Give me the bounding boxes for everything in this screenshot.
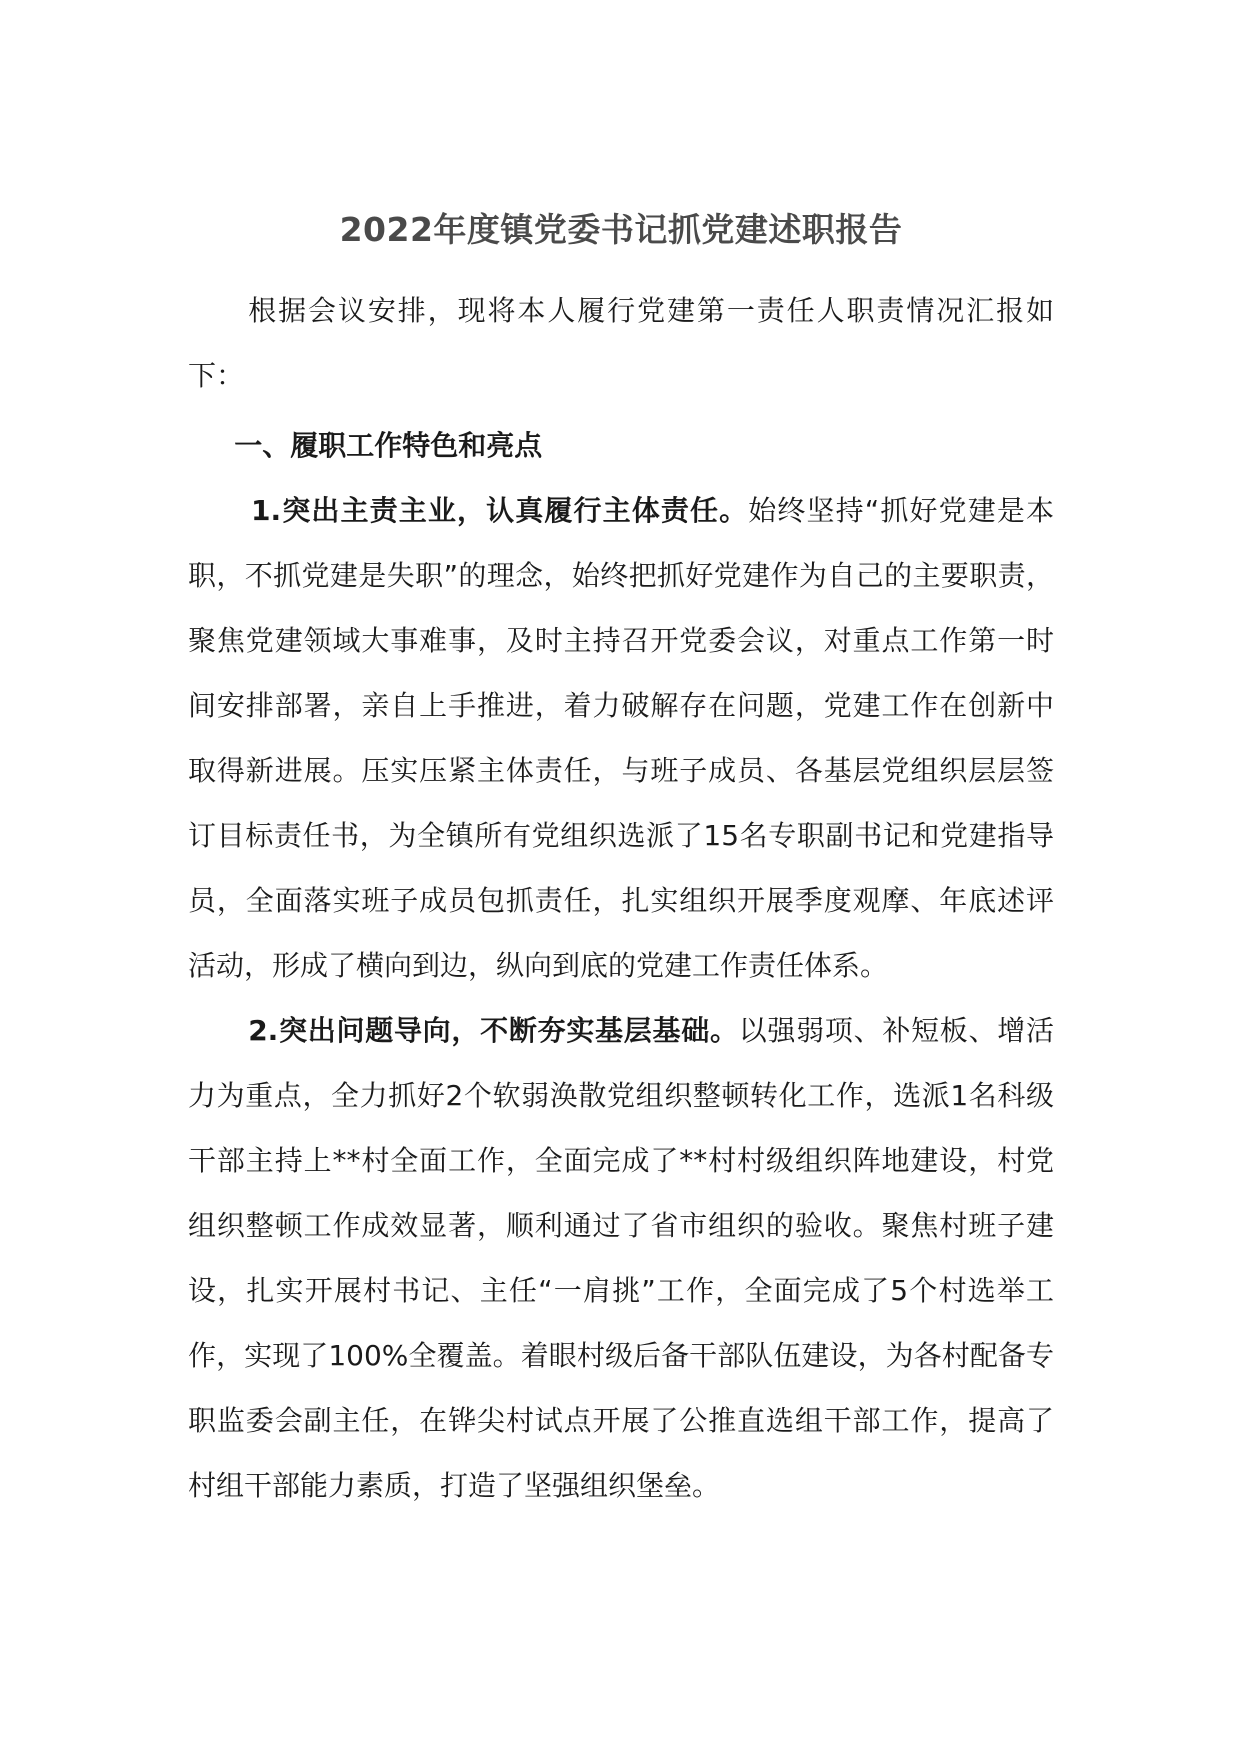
document-body [188,198,1054,1518]
document-title: 2022年度镇党委书记抓党建述职报告 [339,210,903,249]
paragraph-1 [188,478,1054,998]
section-heading: 一、履职工作特色和亮点 [234,429,543,462]
paragraph-1-body: 始终坚持“抓好党建是本职，不抓党建是失职”的理念，始终把抓好党建作为自己的主要职责，聚焦党建领域大事难事，及时主持召开党委会议，对重点工作第一时间安排部署，亲自上手推进，着力破解存在问题，党建工作在创新中取得新进展。压实压紧主体责任，与班子成员、各基层党组织层层签订目标责任书，为全镇所有党组织选派了15名专职副书记和党建指导员，全面落实班子成员包抓责任，扎实组织开展季度观摩、年底述评活动，形成了横向到边，纵向到底的党建工作责任体系。 [188,494,1055,982]
paragraph-2-lead: 2.突出问题导向，不断夯实基层基础。 [248,1014,739,1047]
paragraph-2 [188,998,1054,1518]
paragraph-1-lead: 1.突出主责主业，认真履行主体责任。 [251,494,749,527]
paragraph-2-body: 以强弱项、补短板、增活力为重点，全力抓好2个软弱涣散党组织整顿转化工作，选派1名科级干部主持上**村全面工作，全面完成了**村村级组织阵地建设，村党组织整顿工作成效显著，顺利通过了省市组织的验收。聚焦村班子建设，扎实开展村书记、主任“一肩挑”工作，全面完成了5个村选举工作，实现了100%全覆盖。着眼村级后备干部队伍建设，为各村配备专职监委会副主任，在铧尖村试点开展了公推直选组干部工作，提高了村组干部能力素质，打造了坚强组织堡垒。 [188,1014,1054,1502]
intro-paragraph: 根据会议安排，现将本人履行党建第一责任人职责情况汇报如下： [188,294,1054,392]
